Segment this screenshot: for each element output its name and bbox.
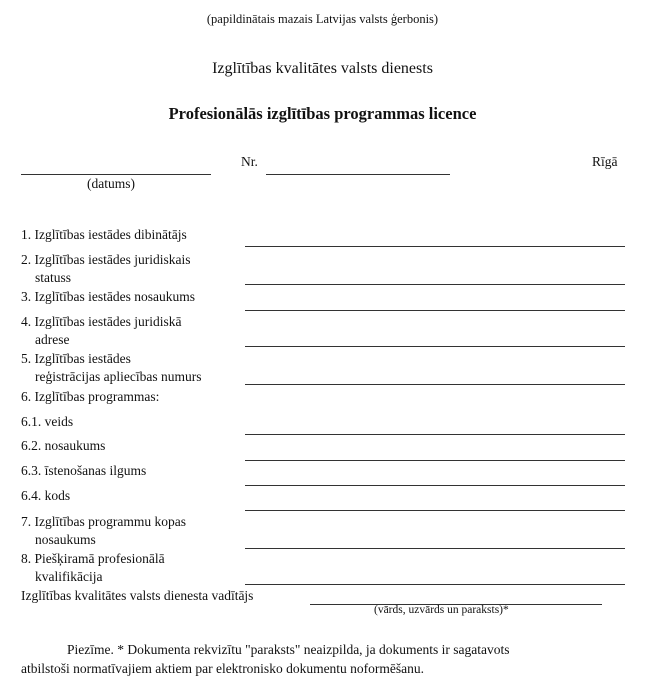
number-line [266, 174, 450, 175]
field-founder-line[interactable] [245, 246, 625, 247]
field-programme-name-line[interactable] [245, 460, 625, 461]
field-registration-number-line[interactable] [245, 384, 625, 385]
field-programme-group-line[interactable] [245, 548, 625, 549]
field-label-cont: kvalifikācija [35, 569, 103, 584]
field-qualification-line[interactable] [245, 584, 625, 585]
institution-name: Izglītības kvalitātes valsts dienests [212, 60, 433, 77]
field-programme-name [21, 437, 105, 455]
field-founder [21, 226, 187, 244]
field-type-line[interactable] [245, 434, 625, 435]
note-line-2: atbilstoši normatīvajiem aktiem par elektronisko dokumentu noformēšanu. [21, 661, 425, 676]
field-legal-status [21, 251, 190, 287]
date-line [21, 174, 211, 175]
field-label-cont: reģistrācijas apliecības numurs [35, 369, 202, 384]
city-label: Rīgā [592, 154, 618, 169]
field-qualification [21, 550, 165, 586]
field-type [21, 413, 73, 431]
field-label: 4. Izglītības iestādes juridiskā [21, 314, 182, 329]
field-code [21, 487, 70, 505]
note-line-1: Piezīme. * Dokumenta rekvizītu "paraksts" neaizpilda, ja dokuments ir sagatavots [67, 642, 510, 657]
signature-label: Izglītības kvalitātes valsts dienesta vadītājs [21, 588, 254, 603]
field-label-cont: nosaukums [35, 532, 96, 547]
field-label: 6. Izglītības programmas: [21, 389, 160, 404]
field-code-line[interactable] [245, 510, 625, 511]
field-institution-name-line[interactable] [245, 310, 625, 311]
field-label: 7. Izglītības programmu kopas [21, 514, 186, 529]
field-label: 6.4. kods [21, 488, 71, 503]
field-legal-address [21, 313, 181, 349]
field-label-cont: adrese [35, 332, 70, 347]
number-label: Nr. [241, 154, 258, 169]
field-label-cont: statuss [35, 270, 72, 285]
field-label: 8. Piešķiramā profesionālā [21, 551, 165, 566]
document-title: Profesionālās izglītības programmas licence [168, 104, 477, 123]
signature-caption: (vārds, uzvārds un paraksts)* [374, 604, 509, 616]
field-duration [21, 462, 146, 480]
field-label: 5. Izglītības iestādes [21, 351, 131, 366]
date-label: (datums) [87, 176, 135, 191]
field-registration-number [21, 350, 201, 386]
field-institution-name [21, 288, 195, 306]
field-label: 1. Izglītības iestādes dibinātājs [21, 227, 187, 242]
field-label: 6.3. īstenošanas ilgums [21, 463, 147, 478]
field-label: 6.1. veids [21, 414, 74, 429]
field-label: 6.2. nosaukums [21, 438, 106, 453]
field-legal-address-line[interactable] [245, 346, 625, 347]
field-legal-status-line[interactable] [245, 284, 625, 285]
coat-of-arms-note: (papildinātais mazais Latvijas valsts ģerbonis) [206, 12, 439, 26]
field-programmes-heading [21, 388, 159, 406]
field-duration-line[interactable] [245, 485, 625, 486]
field-programme-group [21, 513, 186, 549]
field-label: 2. Izglītības iestādes juridiskais [21, 252, 191, 267]
field-label: 3. Izglītības iestādes nosaukums [21, 289, 195, 304]
